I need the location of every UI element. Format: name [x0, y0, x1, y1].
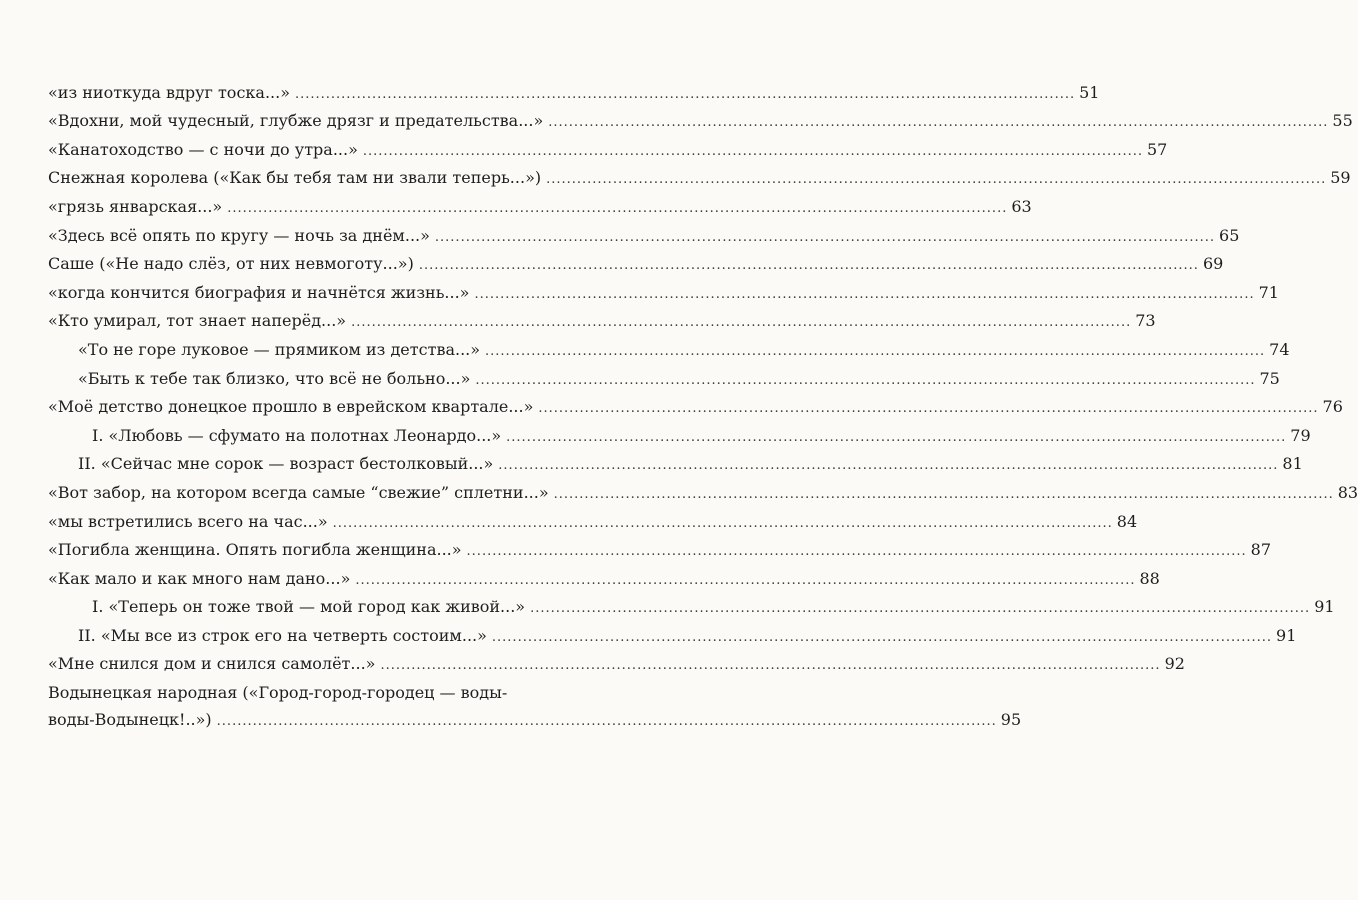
- toc-entry-page: 83: [1337, 482, 1358, 502]
- dot-leader: ........................................................................................................................................................: [362, 143, 1143, 159]
- toc-entry: [48, 280, 1279, 309]
- toc-entry-page: 91: [1276, 625, 1297, 645]
- toc-entry-title: «Погибла женщина. Опять погибла женщина...»: [48, 540, 462, 560]
- toc-entry-page: 87: [1250, 540, 1272, 560]
- dot-leader: ........................................................................................................................................................: [474, 286, 1255, 302]
- toc-entry-page: 57: [1147, 139, 1168, 159]
- dot-leader: ........................................................................................................................................................: [434, 229, 1216, 245]
- toc-entry-page: 79: [1290, 425, 1311, 445]
- toc-entry-title: «Быть к тебе так близко, что всё не больно...»: [78, 368, 471, 388]
- toc-entry: [48, 680, 1022, 738]
- toc-entry-page: 73: [1135, 311, 1156, 331]
- toc-entry: [48, 337, 1290, 366]
- table-of-contents: [48, 80, 1358, 738]
- toc-entry-title: Снежная королева («Как бы тебя там ни звали теперь...»): [48, 168, 542, 188]
- toc-entry: [48, 194, 1032, 223]
- toc-entry: [48, 252, 1224, 281]
- toc-entry: [48, 166, 1351, 195]
- toc-entry: [48, 595, 1335, 624]
- toc-entry: [48, 452, 1303, 481]
- toc-entry: [48, 309, 1156, 338]
- dot-leader: ........................................................................................................................................................: [355, 572, 1136, 588]
- dot-leader: ........................................................................................................................................................: [546, 172, 1327, 188]
- toc-entry-title: Саше («Не надо слёз, от них невмоготу...»): [48, 254, 414, 274]
- toc-entry-title: «Мне снился дом и снился самолёт...»: [48, 654, 376, 674]
- toc-entry: [48, 366, 1280, 395]
- toc-entry: [48, 538, 1272, 567]
- toc-entry-page: 75: [1259, 368, 1280, 388]
- dot-leader: ........................................................................................................................................................: [548, 115, 1329, 131]
- toc-entry-title: II. «Мы все из строк его на четверть состоим...»: [78, 625, 487, 645]
- toc-entry-title: «Моё детство донецкое прошло в еврейском квартале...»: [48, 397, 534, 417]
- toc-entry-title: I. «Теперь он тоже твой — мой город как живой...»: [92, 597, 526, 617]
- toc-entry-title: «Кто умирал, тот знает наперёд...»: [48, 311, 347, 331]
- toc-entry-page: 71: [1258, 282, 1279, 302]
- toc-entry-page: 55: [1332, 111, 1353, 131]
- dot-leader: ........................................................................................................................................................: [351, 315, 1132, 331]
- dot-leader: ........................................................................................................................................................: [227, 200, 1008, 216]
- toc-entry-title: «Канатоходство — с ночи до утра...»: [48, 139, 358, 159]
- toc-entry: [48, 566, 1160, 595]
- toc-entry-page: 92: [1164, 654, 1185, 674]
- toc-entry-page: 88: [1139, 568, 1160, 588]
- toc-entry: [48, 80, 1100, 109]
- toc-entry: [48, 423, 1311, 452]
- toc-entry-title: «когда кончится биография и начнётся жизнь...»: [48, 282, 470, 302]
- dot-leader: ........................................................................................................................................................: [466, 544, 1247, 560]
- dot-leader: ........................................................................................................................................................: [498, 458, 1279, 474]
- toc-entry-page: 81: [1282, 454, 1303, 474]
- toc-entry-title: II. «Сейчас мне сорок — возраст бестолковый...»: [78, 454, 494, 474]
- toc-entry-title-line1: Водынецкая народная («Город-город-городец — воды-: [48, 683, 508, 703]
- toc-entry-page: 69: [1202, 254, 1224, 274]
- toc-entry: [48, 109, 1353, 138]
- toc-entry-title: «Как мало и как много нам дано...»: [48, 568, 351, 588]
- dot-leader: ........................................................................................................................................................: [380, 658, 1161, 674]
- toc-entry: [48, 509, 1138, 538]
- toc-entry-page: 84: [1116, 511, 1138, 531]
- toc-entry-page: 76: [1322, 397, 1343, 417]
- toc-entry-title: «Вот забор, на котором всегда самые “свежие” сплетни...»: [48, 482, 549, 502]
- toc-entry-page: 74: [1269, 339, 1290, 359]
- dot-leader: ........................................................................................................................................................: [216, 714, 997, 730]
- toc-entry-title: «Вдохни, мой чудесный, глубже дрязг и предательства...»: [48, 111, 544, 131]
- toc-entry-title-line2: воды-Водынецк!..»): [48, 710, 212, 730]
- toc-entry: [48, 395, 1343, 424]
- toc-entry-page: 95: [1000, 710, 1022, 730]
- toc-entry: [48, 652, 1185, 681]
- dot-leader: ........................................................................................................................................................: [418, 258, 1199, 274]
- toc-entry: [48, 623, 1297, 652]
- dot-leader: ........................................................................................................................................................: [530, 601, 1311, 617]
- dot-leader: ........................................................................................................................................................: [553, 486, 1334, 502]
- toc-entry-page: 91: [1314, 597, 1335, 617]
- dot-leader: ........................................................................................................................................................: [294, 86, 1076, 102]
- toc-entry-title: I. «Любовь — сфумато на полотнах Леонардо...»: [92, 425, 502, 445]
- toc-entry-title: «мы встретились всего на час...»: [48, 511, 328, 531]
- dot-leader: ........................................................................................................................................................: [491, 629, 1273, 645]
- toc-entry-title: «То не горе луковое — прямиком из детства...»: [78, 339, 481, 359]
- dot-leader: ........................................................................................................................................................: [485, 343, 1266, 359]
- dot-leader: ........................................................................................................................................................: [506, 429, 1287, 445]
- toc-entry-title: «грязь январская...»: [48, 196, 223, 216]
- toc-entry-title: «Здесь всё опять по кругу — ночь за днём...»: [48, 225, 430, 245]
- dot-leader: ........................................................................................................................................................: [538, 401, 1319, 417]
- toc-entry: [48, 480, 1358, 509]
- dot-leader: ........................................................................................................................................................: [475, 372, 1256, 388]
- toc-entry-title: «из ниоткуда вдруг тоска...»: [48, 82, 290, 102]
- toc-entry-page: 63: [1011, 196, 1032, 216]
- toc-entry: [48, 137, 1168, 166]
- toc-entry-page: 59: [1330, 168, 1351, 188]
- toc-entry-page: 51: [1079, 82, 1100, 102]
- toc-entry-page: 65: [1219, 225, 1240, 245]
- dot-leader: ........................................................................................................................................................: [332, 515, 1113, 531]
- toc-entry: [48, 223, 1240, 252]
